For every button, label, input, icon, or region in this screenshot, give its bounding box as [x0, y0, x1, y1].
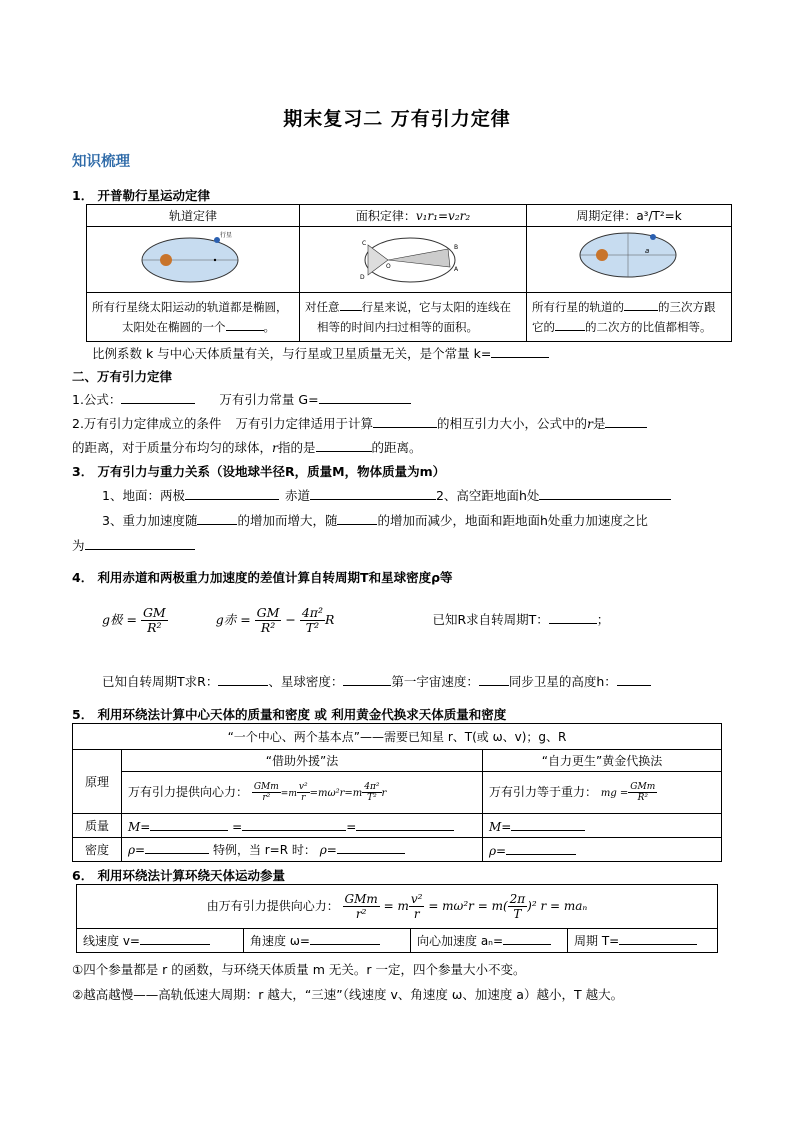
label-d: D [360, 274, 365, 281]
kepler-table [86, 204, 732, 342]
cell-period: 周期 T= [568, 929, 718, 953]
s4-queries: 已知自转周期T求R： 、星球密度： 第一宇宙速度： 同步卫星的高度h： [102, 672, 651, 690]
s2-formula-line: 1.公式： 万有引力常量 G= [72, 390, 411, 408]
label-o: O [386, 263, 391, 270]
s2-condition-line: 2.万有引力定律成立的条件 万有引力定律适用于计算 的相互引力大小，公式中的r是 [72, 414, 647, 432]
s5-top-row: “一个中心、两个基本点”——需要已知星 r、T(或 ω、v)；g、R [73, 724, 722, 750]
planet-label: 行星 [220, 232, 233, 239]
cell-angular-velocity: 角速度 ω= [244, 929, 411, 953]
s6-note2: ②越高越慢——高轨低速大周期：r 越大，“三速”（线速度 v、角速度 ω、加速度 a）越小，T 越大。 [72, 987, 624, 1002]
s2-condition-line2: 的距离，对于质量分布均匀的球体，r指的是 的距离。 [72, 440, 422, 455]
s5-heading: 5． 利用环绕法计算中心天体的质量和密度 或 利用黄金代换求天体质量和密度 [72, 707, 507, 722]
cell-linear-velocity: 线速度 v= [77, 929, 244, 953]
area-figure [300, 227, 527, 293]
s6-formula: 由万有引力提供向心力： $\frac{\text{GMm}}{\text{r²}}$ = m $\frac{\text{v²}}{r}$ = mω²r = m( $\frac{2\pi}{T}$ )² r = maₙ [77, 885, 718, 929]
period-law-diagram [527, 227, 731, 289]
right-mass: M= [483, 814, 722, 838]
s6-note1: ①四个参量都是 r 的函数，与环绕天体质量 m 无关。r 一定，四个参量大小不变。 [72, 962, 526, 977]
row-label-principle: 原理 [73, 750, 122, 814]
section-heading: 知识梳理 [72, 154, 130, 170]
kepler-col3-head: 周期定律：a³/T²=k [527, 205, 732, 227]
s2-heading: 二、万有引力定律 [72, 369, 173, 384]
s3-line2: 3、重力加速度随 的增加而增大，随 的增加而减少，地面和距地面h处重力加速度之比 [102, 513, 648, 528]
label-c: C [362, 240, 367, 247]
orbit-ellipse-diagram [87, 227, 299, 289]
central-mass-table [72, 723, 722, 862]
row-label-density: 密度 [73, 838, 122, 862]
s3-line3: 为 [72, 536, 195, 554]
kepler-col2-head: 面积定律：v₁r₁=v₂r₂ [300, 205, 527, 227]
area-law-diagram [300, 227, 526, 289]
s1-heading: 1． 开普勒行星运动定律 [72, 188, 211, 203]
s3-line1: 1、地面：两极 赤道 2、高空距地面h处 [102, 486, 671, 504]
planet-icon [650, 234, 656, 240]
s4-heading: 4． 利用赤道和两极重力加速度的差值计算自转周期T和星球密度ρ等 [72, 570, 453, 585]
orbit-params-table [76, 884, 718, 953]
s3-heading: 3． 万有引力与重力关系（设地球半径R，质量M，物体质量为m） [72, 464, 446, 479]
orbit-law-text: 所有行星绕太阳运动的轨道都是椭圆， 太阳处在椭圆的一个 。 [87, 293, 300, 342]
right-density: ρ= [483, 838, 722, 862]
kepler-note: 比例系数 k 与中心天体质量有关，与行星或卫星质量无关，是个常量 k= [92, 344, 549, 362]
label-a: a [645, 247, 650, 255]
period-law-text: 所有行星的轨道的 的三次方跟 它的 的二次方的比值都相等。 [527, 293, 732, 342]
sun-icon [596, 249, 608, 261]
kepler-col1-head: 轨道定律 [87, 205, 300, 227]
page-title: 期末复习二 万有引力定律 [283, 108, 511, 130]
s4-formulas: g极 = $\frac{GM}{\text{R²}}$ g赤 = $\frac{GM}{\text{R²}}$ − $\frac{\text{4π²}}{\text{T²}}$ R 已知R求自转周期T： ； [102, 605, 610, 635]
label-a: A [454, 266, 459, 273]
cell-centripetal-accel: 向心加速度 aₙ= [411, 929, 568, 953]
right-principle: 万有引力等于重力： mg = $\frac{\text{GMm}}{\text{R²}}$ [483, 772, 722, 814]
left-method-head: “借助外援”法 [122, 750, 483, 772]
s6-heading: 6． 利用环绕法计算环绕天体运动参量 [72, 868, 286, 883]
right-method-head: “自力更生”黄金代换法 [483, 750, 722, 772]
sun-icon [160, 254, 172, 266]
left-density: ρ= 特例，当 r=R 时： ρ= [122, 838, 483, 862]
area-law-text: 对任意 行星来说，它与太阳的连线在 相等的时间内扫过相等的面积。 [300, 293, 527, 342]
period-figure [527, 227, 732, 293]
orbit-figure [87, 227, 300, 293]
left-principle: 万有引力提供向心力： $\frac{\text{GMm}}{\text{r²}}$ =m $\frac{\text{v²}}{r}$ =mω²r=m $\frac{\text{4π²}}{\text{T²}}$ r [122, 772, 483, 814]
left-mass: M= = = [122, 814, 483, 838]
label-b: B [454, 244, 459, 251]
row-label-mass: 质量 [73, 814, 122, 838]
